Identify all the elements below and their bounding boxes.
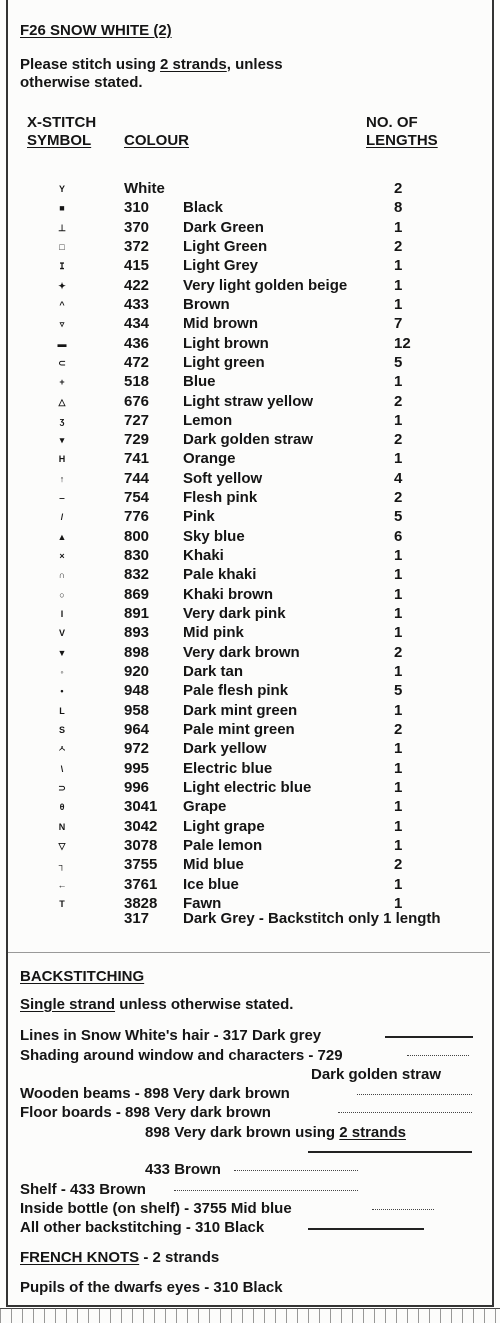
stitch-symbol: ▽ <box>58 841 66 851</box>
length-count: 1 <box>394 605 403 622</box>
colour-code: 996 <box>124 779 150 796</box>
stitch-symbol: S <box>58 725 65 735</box>
french-knots-line <box>20 1249 219 1267</box>
colour-name: Fawn <box>183 895 222 912</box>
colour-code: 434 <box>124 315 150 332</box>
stitch-symbol: ㅅ <box>57 744 67 754</box>
colour-name: Light straw yellow <box>183 393 314 410</box>
length-count: 1 <box>394 818 403 835</box>
length-count: 1 <box>394 257 403 274</box>
stitch-symbol: △ <box>58 397 66 407</box>
stitch-symbol: ʒ <box>59 416 65 426</box>
stitch-symbol: L <box>59 706 65 716</box>
colour-code: 415 <box>124 257 150 274</box>
length-count: 2 <box>394 644 403 661</box>
colour-code: 995 <box>124 760 150 777</box>
colour-name: Light brown <box>183 335 269 352</box>
length-count: 1 <box>394 547 403 564</box>
colour-name: Grape <box>183 798 227 815</box>
colour-code: 893 <box>124 624 150 641</box>
colour-name: Electric blue <box>183 760 273 777</box>
bottle-line: Inside bottle (on shelf) - 3755 Mid blue <box>20 1200 292 1217</box>
colour-name: Orange <box>183 450 236 467</box>
length-count: 6 <box>394 528 403 545</box>
shelf-line: Shelf - 433 Brown <box>20 1181 146 1198</box>
stitch-symbol: θ <box>59 802 65 812</box>
header-lengths-2: LENGTHS <box>366 132 438 149</box>
bottle-dotted-line <box>372 1209 434 1210</box>
colour-code: 422 <box>124 277 150 294</box>
length-count: 12 <box>394 335 411 352</box>
length-count: 1 <box>394 412 403 429</box>
stitch-symbol: + <box>59 377 65 387</box>
length-count: 5 <box>394 682 403 699</box>
intro-prefix: Please stitch using <box>20 56 161 73</box>
colour-name: Ice blue <box>183 876 239 893</box>
colour-name: Khaki brown <box>183 586 274 603</box>
stitch-symbol: ‒ <box>59 493 65 503</box>
beams-line: Wooden beams - 898 Very dark brown <box>20 1085 290 1102</box>
stitch-symbol: ▬ <box>57 339 67 349</box>
colour-name: Very light golden beige <box>183 277 348 294</box>
colour-code: 518 <box>124 373 150 390</box>
header-symbol-2: SYMBOL <box>27 132 92 149</box>
colour-code: 3042 <box>124 818 158 835</box>
colour-code: 832 <box>124 566 150 583</box>
colour-code: 729 <box>124 431 150 448</box>
colour-code: 370 <box>124 219 150 236</box>
stitch-symbol: ↑ <box>59 474 65 484</box>
stitch-symbol: ■ <box>59 203 65 213</box>
single-strand-rest: unless otherwise stated. <box>115 996 294 1013</box>
stitch-symbol: I <box>60 609 64 619</box>
length-count: 2 <box>394 393 403 410</box>
intro-line-1 <box>20 56 283 74</box>
floor-2-emphasis: 2 strands <box>339 1124 406 1141</box>
colour-name: Sky blue <box>183 528 245 545</box>
stitch-symbol: ← <box>57 880 67 890</box>
colour-code: 891 <box>124 605 150 622</box>
length-count: 1 <box>394 876 403 893</box>
stitch-symbol: □ <box>59 242 65 252</box>
shading-line-2: Dark golden straw <box>311 1066 442 1083</box>
length-count: 1 <box>394 566 403 583</box>
length-count: 1 <box>394 702 403 719</box>
colour-code: 3761 <box>124 876 158 893</box>
intro-line-2: otherwise stated. <box>20 74 143 91</box>
colour-name: Mid brown <box>183 315 258 332</box>
pupils-line: Pupils of the dwarfs eyes - 310 Black <box>20 1279 283 1296</box>
stitch-symbol: H <box>58 454 66 464</box>
colour-code: 436 <box>124 335 150 352</box>
colour-name: Flesh pink <box>183 489 258 506</box>
colour-name: Khaki <box>183 547 224 564</box>
length-count: 2 <box>394 721 403 738</box>
stitch-symbol: ◦ <box>60 667 64 677</box>
colour-code: 3078 <box>124 837 158 854</box>
stitch-symbol: V <box>58 628 65 638</box>
colour-code: 776 <box>124 508 150 525</box>
colour-code: 433 <box>124 296 150 313</box>
colour-name: Light green <box>183 354 265 371</box>
colour-name: Lemon <box>183 412 233 429</box>
brown-dotted-line <box>234 1170 358 1171</box>
stitch-symbol: N <box>58 822 66 832</box>
length-count: 2 <box>394 431 403 448</box>
colour-name: Light Green <box>183 238 268 255</box>
french-knots-rest: - 2 strands <box>139 1249 220 1266</box>
colour-code: 372 <box>124 238 150 255</box>
colour-code: 920 <box>124 663 150 680</box>
colour-code: 972 <box>124 740 150 757</box>
colour-name: Pale mint green <box>183 721 295 738</box>
length-count: 5 <box>394 508 403 525</box>
header-lengths-1: NO. OF <box>366 114 418 131</box>
single-strand-note <box>20 996 293 1014</box>
length-count: 4 <box>394 470 403 487</box>
colour-name: Light electric blue <box>183 779 312 796</box>
intro-suffix: , unless <box>226 56 283 73</box>
stitch-symbol: T <box>59 899 65 909</box>
floor-solid-line <box>308 1151 472 1153</box>
single-strand-emphasis: Single strand <box>20 996 116 1013</box>
stitch-symbol: / <box>60 512 64 522</box>
colour-code: 754 <box>124 489 150 506</box>
colour-name: Very dark pink <box>183 605 286 622</box>
length-count: 1 <box>394 624 403 641</box>
stitch-symbol: ⊥ <box>58 223 66 233</box>
backstitching-heading: BACKSTITCHING <box>20 968 145 985</box>
stitch-symbol: \ <box>60 764 64 774</box>
colour-code: 3041 <box>124 798 158 815</box>
colour-code: 741 <box>124 450 150 467</box>
colour-name: Brown <box>183 296 230 313</box>
intro-emphasis: 2 strands <box>160 56 227 73</box>
colour-code: 958 <box>124 702 150 719</box>
colour-name: Mid blue <box>183 856 244 873</box>
colour-code: 964 <box>124 721 150 738</box>
hair-line: Lines in Snow White's hair - 317 Dark grey <box>20 1027 322 1044</box>
floor-dotted-line <box>338 1112 472 1113</box>
page-title: F26 SNOW WHITE (2) <box>20 22 172 39</box>
length-count: 1 <box>394 837 403 854</box>
colour-name: Pink <box>183 508 215 525</box>
length-count: 2 <box>394 856 403 873</box>
backstitch-only-code: 317 <box>124 910 150 927</box>
floor-2-prefix: 898 Very dark brown using <box>145 1124 340 1141</box>
stitch-symbol: × <box>59 551 65 561</box>
stitch-symbol: ▼ <box>57 648 67 658</box>
length-count: 2 <box>394 180 403 197</box>
length-count: 1 <box>394 296 403 313</box>
colour-name: Pale khaki <box>183 566 257 583</box>
stitch-symbol: ┐ <box>58 860 66 870</box>
stitch-symbol: ^ <box>59 300 65 310</box>
other-solid-line <box>308 1228 424 1230</box>
length-count: 1 <box>394 740 403 757</box>
length-count: 2 <box>394 489 403 506</box>
colour-code: 3755 <box>124 856 158 873</box>
stitch-symbol: ⵊ <box>59 261 65 271</box>
stitch-symbol: ▲ <box>57 532 67 542</box>
length-count: 5 <box>394 354 403 371</box>
length-count: 2 <box>394 238 403 255</box>
colour-code: 869 <box>124 586 150 603</box>
length-count: 1 <box>394 779 403 796</box>
colour-code: 676 <box>124 393 150 410</box>
colour-code: 727 <box>124 412 150 429</box>
colour-name: Soft yellow <box>183 470 263 487</box>
colour-name: Dark mint green <box>183 702 298 719</box>
length-count: 1 <box>394 798 403 815</box>
stitch-symbol: ∩ <box>58 570 66 580</box>
colour-code: 800 <box>124 528 150 545</box>
stitch-symbol: ▿ <box>59 319 65 329</box>
colour-name: Mid pink <box>183 624 244 641</box>
colour-name: Dark golden straw <box>183 431 314 448</box>
header-symbol-1: X-STITCH <box>27 114 97 131</box>
stitch-symbol: ⊃ <box>58 783 66 793</box>
stitch-symbol: ⊂ <box>58 358 66 368</box>
brown-line: 433 Brown <box>145 1161 221 1178</box>
floor-line-2 <box>145 1124 406 1142</box>
french-knots-heading: FRENCH KNOTS <box>20 1249 140 1266</box>
length-count: 1 <box>394 586 403 603</box>
colour-code: 3828 <box>124 895 158 912</box>
stitch-symbol: • <box>60 686 64 696</box>
stitch-symbol: ○ <box>59 590 65 600</box>
length-count: 8 <box>394 199 403 216</box>
length-count: 7 <box>394 315 403 332</box>
shelf-dotted-line <box>174 1190 358 1191</box>
colour-name: Light Grey <box>183 257 259 274</box>
length-count: 1 <box>394 219 403 236</box>
colour-name: Dark Green <box>183 219 264 236</box>
colour-name: Pale lemon <box>183 837 263 854</box>
colour-name: Black <box>183 199 224 216</box>
ruler-ticks <box>0 1308 500 1323</box>
colour-name: Light grape <box>183 818 265 835</box>
colour-name: Dark tan <box>183 663 244 680</box>
length-count: 1 <box>394 663 403 680</box>
colour-name: Dark yellow <box>183 740 267 757</box>
section-divider <box>8 952 490 953</box>
colour-code: 744 <box>124 470 150 487</box>
length-count: 1 <box>394 450 403 467</box>
colour-name: Blue <box>183 373 216 390</box>
length-count: 1 <box>394 373 403 390</box>
colour-name: Very dark brown <box>183 644 300 661</box>
shading-line: Shading around window and characters - 729 <box>20 1047 343 1064</box>
stitch-symbol: ▾ <box>59 435 65 445</box>
length-count: 1 <box>394 895 403 912</box>
stitch-symbol: ✦ <box>58 281 66 291</box>
colour-code: 948 <box>124 682 150 699</box>
colour-code: 830 <box>124 547 150 564</box>
floor-line: Floor boards - 898 Very dark brown <box>20 1104 271 1121</box>
colour-code: 472 <box>124 354 150 371</box>
length-count: 1 <box>394 760 403 777</box>
stitch-symbol: Y <box>58 184 65 194</box>
shading-dotted-line <box>407 1055 469 1056</box>
colour-code: White <box>124 180 165 197</box>
beams-dotted-line <box>357 1094 472 1095</box>
length-count: 1 <box>394 277 403 294</box>
other-backstitching-line: All other backstitching - 310 Black <box>20 1219 265 1236</box>
colour-name: Pale flesh pink <box>183 682 289 699</box>
backstitch-only-text: Dark Grey - Backstitch only 1 length <box>183 910 441 927</box>
colour-code: 310 <box>124 199 150 216</box>
hair-solid-line <box>385 1036 473 1038</box>
header-colour: COLOUR <box>124 132 189 149</box>
colour-code: 898 <box>124 644 150 661</box>
